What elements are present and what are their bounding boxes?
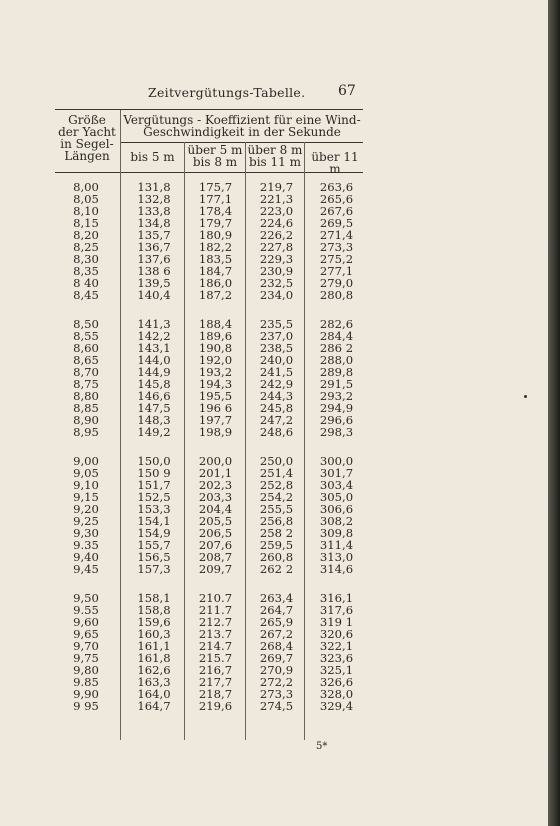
- coefficient-cell: 183,5: [198, 252, 233, 266]
- length-cell: 9.85: [73, 675, 99, 689]
- coefficient-cell: 136,7: [137, 240, 171, 254]
- length-cell: 8,60: [73, 341, 99, 355]
- coefficient-cell: 301,7: [319, 466, 354, 480]
- coefficient-cell: 178,4: [198, 204, 233, 218]
- coefficient-cell: 224,6: [259, 216, 294, 230]
- subheader-8-to-11m: über 8 m bis 11 m: [247, 143, 303, 169]
- coefficient-cell: 201,1: [198, 466, 233, 480]
- coefficient-column-8-to-11m: [249, 181, 304, 712]
- coefficient-cell: 147,5: [137, 401, 171, 415]
- coefficient-cell: 305,0: [319, 490, 354, 504]
- coefficient-cell: 240,0: [259, 353, 294, 367]
- coefficient-cell: 263,4: [259, 591, 294, 605]
- coefficient-cell: 252,8: [259, 478, 294, 492]
- length-cell: 9,80: [73, 663, 99, 677]
- column-divider: [120, 110, 121, 740]
- group-gap: [60, 301, 112, 318]
- coefficient-cell: 189,6: [198, 329, 233, 343]
- coefficient-cell: 219,7: [259, 180, 294, 194]
- coefficient-cell: 190,8: [198, 341, 233, 355]
- coefficient-cell: 227,8: [259, 240, 294, 254]
- group-gap: [60, 438, 112, 455]
- length-cell: 8,15: [73, 216, 99, 230]
- coefficient-cell: 214.7: [198, 639, 233, 653]
- length-cell: 8,90: [73, 413, 99, 427]
- coefficient-cell: 264,7: [259, 603, 294, 617]
- coefficient-cell: 132,8: [137, 192, 171, 206]
- coefficient-cell: 250,0: [259, 454, 294, 468]
- length-cell: 8,25: [73, 240, 99, 254]
- coefficient-cell: 242,9: [259, 377, 294, 391]
- coefficient-cell: 148,3: [137, 413, 171, 427]
- signature-mark: 5*: [316, 741, 328, 752]
- group-gap: [60, 575, 112, 592]
- coefficient-cell: 209,7: [198, 562, 233, 576]
- coefficient-cell: 273,3: [259, 687, 294, 701]
- coefficient-column-bis-5m: [128, 181, 180, 712]
- length-cell: 8,80: [73, 389, 99, 403]
- coefficient-cell: 289,8: [319, 365, 354, 379]
- length-cell: 9,60: [73, 615, 99, 629]
- coefficient-cell: 265,6: [319, 192, 354, 206]
- subheader-bis-5m: bis 5 m: [130, 150, 175, 164]
- coefficient-cell: 314,6: [319, 562, 354, 576]
- coefficient-cell: 131,8: [137, 180, 171, 194]
- coefficient-cell: 284,4: [319, 329, 354, 343]
- coefficient-cell: 226,2: [259, 228, 294, 242]
- coefficient-cell: 207,6: [198, 538, 233, 552]
- coefficient-cell: 272,2: [259, 675, 294, 689]
- coefficient-cell: 184,7: [198, 264, 233, 278]
- length-cell: 8,05: [73, 192, 99, 206]
- coefficient-cell: 133,8: [137, 204, 171, 218]
- coefficient-cell: 254,2: [259, 490, 294, 504]
- coefficient-cell: 213.7: [198, 627, 233, 641]
- coefficient-cell: 154,9: [137, 526, 171, 540]
- coefficient-cell: 218,7: [198, 687, 233, 701]
- coefficient-cell: 230,9: [259, 264, 294, 278]
- coefficient-cell: 161,1: [137, 639, 171, 653]
- coefficient-cell: 217,7: [198, 675, 233, 689]
- length-cell: 8,65: [73, 353, 99, 367]
- coefficient-column-5-to-8m: [188, 181, 243, 712]
- group-gap: [249, 301, 304, 318]
- coefficient-cell: 238,5: [259, 341, 294, 355]
- length-cell: 9,45: [73, 562, 99, 576]
- length-cell: 9,50: [73, 591, 99, 605]
- length-cell: 9,20: [73, 502, 99, 516]
- length-cell: 9 95: [73, 699, 99, 713]
- coefficient-cell: 326,6: [319, 675, 354, 689]
- coefficient-cell: 313,0: [319, 550, 354, 564]
- length-cell: 8,55: [73, 329, 99, 343]
- group-gap: [309, 438, 364, 455]
- coefficient-cell: 322,1: [319, 639, 354, 653]
- coefficient-cell: 293,2: [319, 389, 354, 403]
- coefficient-cell: 175,7: [198, 180, 233, 194]
- coefficient-cell: 177,1: [198, 192, 233, 206]
- coefficient-cell: 160,3: [137, 627, 171, 641]
- coefficient-cell: 256,8: [259, 514, 294, 528]
- coefficient-cell: 277,1: [319, 264, 354, 278]
- coefficient-cell: 140,4: [137, 288, 171, 302]
- coefficient-cell: 221,3: [259, 192, 294, 206]
- coefficient-cell: 163,3: [137, 675, 171, 689]
- length-cell: 8,20: [73, 228, 99, 242]
- coefficient-cell: 274,5: [259, 699, 294, 713]
- length-cell: 9,40: [73, 550, 99, 564]
- coefficient-cell: 323,6: [319, 651, 354, 665]
- coefficient-cell: 193,2: [198, 365, 233, 379]
- coefficient-cell: 273,3: [319, 240, 354, 254]
- length-cell: 9,10: [73, 478, 99, 492]
- coefficient-cell: 137,6: [137, 252, 171, 266]
- coefficient-cell: 210.7: [198, 591, 233, 605]
- length-cell: 9,25: [73, 514, 99, 528]
- length-cell: 9,65: [73, 627, 99, 641]
- coefficient-cell: 141,3: [137, 317, 171, 331]
- coefficient-cell: 275,2: [319, 252, 354, 266]
- coefficient-cell: 195,5: [198, 389, 233, 403]
- length-cell: 8 40: [73, 276, 99, 290]
- coefficient-cell: 150 9: [137, 466, 171, 480]
- coefficient-cell: 212.7: [198, 615, 233, 629]
- coefficient-cell: 216,7: [198, 663, 233, 677]
- group-gap: [128, 301, 180, 318]
- length-cell: 9.35: [73, 538, 99, 552]
- coefficient-cell: 205,5: [198, 514, 233, 528]
- coefficient-cell: 152,5: [137, 490, 171, 504]
- coefficient-cell: 219,6: [198, 699, 233, 713]
- coefficient-cell: 161,8: [137, 651, 171, 665]
- coefficient-cell: 157,3: [137, 562, 171, 576]
- coefficient-cell: 180,9: [198, 228, 233, 242]
- coefficient-cell: 144,0: [137, 353, 171, 367]
- group-gap: [188, 438, 243, 455]
- length-cell: 8,10: [73, 204, 99, 218]
- coefficient-cell: 245,8: [259, 401, 294, 415]
- coefficient-cell: 260,8: [259, 550, 294, 564]
- group-gap: [188, 301, 243, 318]
- coefficient-cell: 325,1: [319, 663, 354, 677]
- coefficient-cell: 319 1: [319, 615, 354, 629]
- page-number: 67: [338, 83, 356, 99]
- coefficient-cell: 135,7: [137, 228, 171, 242]
- coefficient-cell: 288,0: [319, 353, 354, 367]
- coefficient-cell: 134,8: [137, 216, 171, 230]
- coefficient-cell: 244,3: [259, 389, 294, 403]
- coefficient-cell: 306,6: [319, 502, 354, 516]
- coefficient-cell: 198,9: [198, 425, 233, 439]
- coefficient-cell: 164,7: [137, 699, 171, 713]
- coefficient-cell: 267,6: [319, 204, 354, 218]
- length-cell: 8,45: [73, 288, 99, 302]
- coefficient-cell: 159,6: [137, 615, 171, 629]
- coefficient-cell: 182,2: [198, 240, 233, 254]
- paper-speck: [524, 395, 527, 398]
- coefficient-cell: 192,0: [198, 353, 233, 367]
- length-cell: 9,70: [73, 639, 99, 653]
- running-title: Zeitvergütungs-Tabelle.: [148, 85, 306, 100]
- group-gap: [128, 438, 180, 455]
- coefficient-cell: 259,5: [259, 538, 294, 552]
- coefficient-cell: 156,5: [137, 550, 171, 564]
- coefficient-cell: 294,9: [319, 401, 354, 415]
- coefficient-cell: 145,8: [137, 377, 171, 391]
- length-cell: 9,90: [73, 687, 99, 701]
- coefficient-cell: 151,7: [137, 478, 171, 492]
- coefficient-cell: 329,4: [319, 699, 354, 713]
- coefficient-cell: 179,7: [198, 216, 233, 230]
- group-gap: [309, 301, 364, 318]
- coefficient-cell: 267,2: [259, 627, 294, 641]
- group-gap: [128, 575, 180, 592]
- coefficient-cell: 300,0: [319, 454, 354, 468]
- coefficient-cell: 263,6: [319, 180, 354, 194]
- coefficient-cell: 196 6: [198, 401, 233, 415]
- coefficient-cell: 153,3: [137, 502, 171, 516]
- table-top-rule: [55, 109, 363, 110]
- length-cell: 8,35: [73, 264, 99, 278]
- column-divider: [184, 142, 185, 740]
- coefficient-cell: 247,2: [259, 413, 294, 427]
- coefficient-cell: 211.7: [198, 603, 233, 617]
- length-column: [60, 181, 112, 712]
- coefficient-cell: 138 6: [137, 264, 171, 278]
- coefficient-cell: 186,0: [198, 276, 233, 290]
- column-divider: [304, 142, 305, 740]
- length-column-header: Größe der Yacht in Segel- Längen: [58, 113, 116, 163]
- coefficient-cell: 269,7: [259, 651, 294, 665]
- coefficient-cell: 309,8: [319, 526, 354, 540]
- coefficient-cell: 241,5: [259, 365, 294, 379]
- coefficient-cell: 143,1: [137, 341, 171, 355]
- coefficient-cell: 303,4: [319, 478, 354, 492]
- length-cell: 9,15: [73, 490, 99, 504]
- coefficient-cell: 269,5: [319, 216, 354, 230]
- coefficient-cell: 232,5: [259, 276, 294, 290]
- coefficient-cell: 150,0: [137, 454, 171, 468]
- coefficient-cell: 194,3: [198, 377, 233, 391]
- coefficient-cell: 162,6: [137, 663, 171, 677]
- coefficient-cell: 200,0: [198, 454, 233, 468]
- coefficient-group-header: Vergütungs - Koeffizient für eine Wind- Geschwindigkeit in der Sekunde: [123, 113, 361, 139]
- coefficient-cell: 237,0: [259, 329, 294, 343]
- coefficient-cell: 215.7: [198, 651, 233, 665]
- subheader-5-to-8m: über 5 m bis 8 m: [187, 143, 243, 169]
- book-spine-edge: [548, 0, 560, 826]
- coefficient-cell: 188,4: [198, 317, 233, 331]
- coefficient-cell: 206,5: [198, 526, 233, 540]
- length-cell: 8,30: [73, 252, 99, 266]
- coefficient-cell: 202,3: [198, 478, 233, 492]
- coefficient-cell: 311,4: [319, 538, 354, 552]
- coefficient-cell: 268,4: [259, 639, 294, 653]
- coefficient-cell: 208,7: [198, 550, 233, 564]
- coefficient-cell: 320,6: [319, 627, 354, 641]
- length-cell: 9,05: [73, 466, 99, 480]
- coefficient-cell: 280,8: [319, 288, 354, 302]
- coefficient-cell: 197,7: [198, 413, 233, 427]
- coefficient-cell: 296,6: [319, 413, 354, 427]
- coefficient-cell: 262 2: [259, 562, 294, 576]
- coefficient-cell: 251,4: [259, 466, 294, 480]
- coefficient-cell: 229,3: [259, 252, 294, 266]
- coefficient-cell: 255,5: [259, 502, 294, 516]
- group-gap: [249, 438, 304, 455]
- coefficient-cell: 317,6: [319, 603, 354, 617]
- coefficient-cell: 158,8: [137, 603, 171, 617]
- coefficient-cell: 154,1: [137, 514, 171, 528]
- length-cell: 9,00: [73, 454, 99, 468]
- coefficient-cell: 139,5: [137, 276, 171, 290]
- coefficient-cell: 279,0: [319, 276, 354, 290]
- coefficient-cell: 144,9: [137, 365, 171, 379]
- coefficient-cell: 286 2: [319, 341, 354, 355]
- length-cell: 8,70: [73, 365, 99, 379]
- coefficient-cell: 158,1: [137, 591, 171, 605]
- coefficient-cell: 298,3: [319, 425, 354, 439]
- coefficient-cell: 258 2: [259, 526, 294, 540]
- group-gap: [188, 575, 243, 592]
- length-cell: 8,95: [73, 425, 99, 439]
- coefficient-cell: 248,6: [259, 425, 294, 439]
- group-gap: [309, 575, 364, 592]
- coefficient-cell: 187,2: [198, 288, 233, 302]
- coefficient-cell: 234,0: [259, 288, 294, 302]
- coefficient-cell: 282,6: [319, 317, 354, 331]
- subheader-over-11m: über 11 m: [311, 150, 359, 176]
- length-cell: 9,30: [73, 526, 99, 540]
- coefficient-cell: 142,2: [137, 329, 171, 343]
- coefficient-cell: 146,6: [137, 389, 171, 403]
- length-cell: 9,75: [73, 651, 99, 665]
- length-cell: 8,50: [73, 317, 99, 331]
- coefficient-cell: 316,1: [319, 591, 354, 605]
- coefficient-cell: 204,4: [198, 502, 233, 516]
- group-gap: [249, 575, 304, 592]
- coefficient-cell: 265,9: [259, 615, 294, 629]
- coefficient-cell: 291,5: [319, 377, 354, 391]
- length-cell: 8,85: [73, 401, 99, 415]
- coefficient-cell: 271,4: [319, 228, 354, 242]
- length-cell: 9.55: [73, 603, 99, 617]
- length-cell: 8,75: [73, 377, 99, 391]
- coefficient-cell: 203,3: [198, 490, 233, 504]
- column-divider: [245, 142, 246, 740]
- coefficient-cell: 235,5: [259, 317, 294, 331]
- coefficient-column-over-11m: [309, 181, 364, 712]
- coefficient-cell: 155,7: [137, 538, 171, 552]
- length-cell: 8,00: [73, 180, 99, 194]
- coefficient-cell: 223,0: [259, 204, 294, 218]
- coefficient-cell: 270,9: [259, 663, 294, 677]
- coefficient-cell: 328,0: [319, 687, 354, 701]
- coefficient-cell: 164,0: [137, 687, 171, 701]
- coefficient-cell: 308,2: [319, 514, 354, 528]
- coefficient-cell: 149,2: [137, 425, 171, 439]
